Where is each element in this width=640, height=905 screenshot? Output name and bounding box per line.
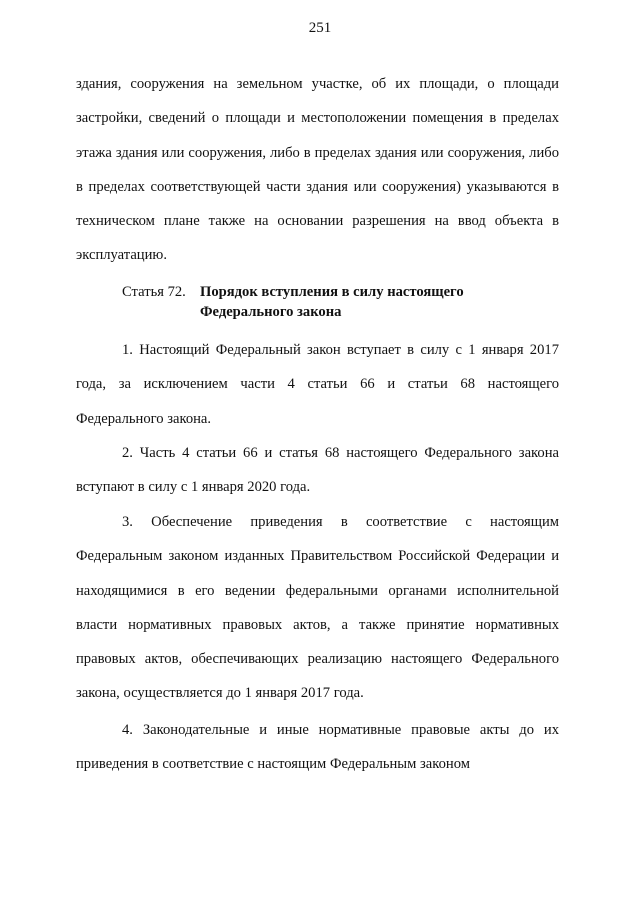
paragraph-4: 4. Законодательные и иные нормативные правовые акты до их приведения в соответствие с настоящим Федеральным законом	[76, 722, 559, 773]
paragraph-2: 2. Часть 4 статьи 66 и статья 68 настоящего Федерального закона вступают в силу с 1 января 2020 года.	[76, 445, 559, 496]
paragraph-3-block	[76, 505, 559, 711]
paragraph-4-block	[76, 713, 559, 782]
article-title: Порядок вступления в силу настоящего Федерального закона	[200, 284, 464, 320]
paragraph-2-block	[76, 436, 559, 505]
continuation-paragraph: здания, сооружения на земельном участке, об их площади, о площади застройки, сведений о площади и местоположении помещения в пределах этажа здания или сооружения, либо в пределах здания или сооружения, либо в пределах соответствующей части здания или сооружения) указываются в техническом плане также на основании разрешения на ввод объекта в эксплуатацию.	[76, 76, 559, 264]
paragraph-1: 1. Настоящий Федеральный закон вступает в силу с 1 января 2017 года, за исключением части 4 статьи 66 и статьи 68 настоящего Федерального закона.	[76, 342, 559, 427]
continuation-block	[76, 67, 559, 273]
article-heading	[122, 282, 490, 322]
paragraph-1-block	[76, 333, 559, 436]
page-number: 251	[308, 20, 332, 36]
article-label: Статья 72.	[122, 284, 186, 300]
paragraph-3: 3. Обеспечение приведения в соответствие с настоящим Федеральным законом изданных Правительством Российской Федерации и находящимися в его ведении федеральными органами исполнительной власти нормативных правовых актов, а также принятие нормативных правовых актов, обеспечивающих реализацию настоящего Федерального закона, осуществляется до 1 января 2017 года.	[76, 514, 559, 702]
